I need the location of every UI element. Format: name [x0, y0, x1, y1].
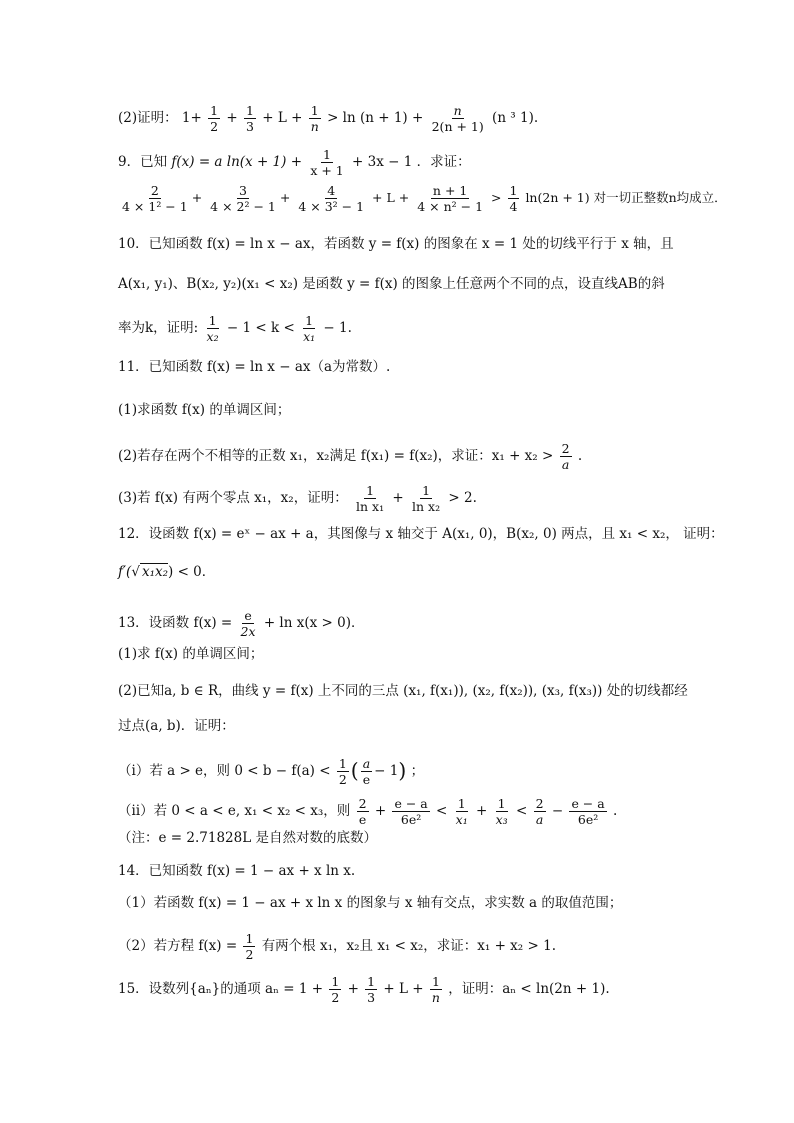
math-text: f(x) = a ln(x + 1) + [171, 154, 303, 171]
problem-15-line-1 [118, 975, 610, 1004]
numerator: 2 [561, 441, 570, 456]
math-text: − 1 [374, 763, 399, 780]
problem-number: 9．已知 [118, 154, 168, 171]
fraction [430, 104, 486, 133]
math-text: − 1. [323, 320, 352, 337]
fraction [354, 484, 386, 513]
fraction [239, 609, 258, 638]
text: 率为k，证明: [118, 320, 203, 337]
fraction [208, 104, 220, 133]
problem-13-line-1 [118, 609, 364, 638]
numerator: 2 [150, 183, 159, 198]
problem-10-line-3 [118, 314, 352, 343]
numerator: 1 [305, 313, 314, 328]
problem-11-part-3 [118, 484, 477, 513]
text: 对一切正整数n均成立． [593, 190, 727, 206]
numerator: 1 [323, 147, 331, 162]
denominator: x₂ [206, 329, 219, 345]
fraction [454, 797, 470, 826]
part-label: (2)证明： [118, 110, 178, 127]
fraction [120, 184, 190, 213]
fraction [534, 797, 546, 826]
fraction [244, 104, 256, 133]
math-text: . [613, 803, 618, 820]
denominator: 4 × n² − 1 [417, 199, 484, 215]
text: （2）若方程 f(x) = [118, 938, 238, 955]
math-text: + [347, 981, 359, 998]
math-text: > 2. [448, 490, 477, 507]
denominator: 4 × 3² − 1 [298, 199, 365, 215]
numerator: 1 [331, 974, 340, 989]
denominator: x₁ [303, 329, 316, 345]
math-text: + [392, 490, 404, 507]
denominator: n [310, 119, 319, 135]
fraction [410, 484, 442, 513]
problem-13-part-2-ii [118, 797, 617, 826]
numerator: 1 [431, 974, 440, 989]
denominator: 2 [210, 119, 219, 135]
text: （ⅱ）若 0 < a < e, x₁ < x₂ < x₃，则 [118, 803, 351, 820]
denominator: e [362, 772, 371, 788]
fraction [208, 184, 278, 213]
denominator: 2x [240, 624, 256, 640]
numerator: e [244, 608, 252, 623]
text: 有两个根 x₁，x₂且 x₁ < x₂，求证：x₁ + x₂ > 1. [261, 938, 556, 955]
numerator: 1 [208, 313, 217, 328]
problem-14-line-1: 14．已知函数 f(x) = 1 − ax + x ln x. [118, 863, 356, 879]
math-text: (n + 1) [359, 110, 408, 127]
math-text: ) < 0． [168, 564, 216, 580]
numerator: 1 [245, 931, 254, 946]
text: ．求证： [416, 154, 471, 171]
numerator: 1 [457, 796, 466, 811]
numerator: a [362, 756, 371, 771]
fraction [296, 184, 366, 213]
text: 13．设函数 f(x) = [118, 615, 233, 632]
numerator: 1 [497, 796, 506, 811]
denominator: x + 1 [310, 163, 344, 179]
fraction [308, 148, 345, 177]
denominator: 4 × 1² − 1 [122, 199, 188, 215]
fraction [337, 757, 349, 786]
denominator: 6e² [400, 812, 422, 828]
problem-12-line-2 [118, 566, 215, 580]
math-text: f′( [118, 564, 132, 580]
math-text: (n ³ 1). [492, 110, 539, 127]
text: 15．设数列{aₙ}的通项 aₙ = 1 + [118, 981, 324, 998]
numerator: 1 [422, 483, 431, 498]
numerator: e − a [571, 796, 605, 811]
denominator: 6e² [577, 812, 599, 828]
problem-11-part-1: (1)求函数 f(x) 的单调区间； [118, 402, 291, 418]
math-text: + [374, 803, 387, 820]
denominator: 2 [338, 772, 347, 788]
numerator: 1 [210, 103, 219, 118]
problem-10-line-2: A(x₁, y₁)、B(x₂, y₂)(x₁ < x₂) 是函数 y = f(x) 的图象上任意两个不同的点，设直线AB的斜 [118, 276, 665, 292]
denominator: x₁ [455, 812, 468, 828]
denominator: 3 [367, 990, 376, 1006]
denominator: 4 [509, 199, 518, 215]
math-text: + [476, 803, 488, 820]
denominator: ln x₂ [412, 499, 441, 515]
paren-right: ) [398, 758, 407, 783]
problem-13-part-2-line-1: (2)已知a, b ∈ R，曲线 y = f(x) 上不同的三点 (x₁, f(x₁)), (x₂, f(x₂)), (x₃, f(x₃)) 处的切线都经 [118, 683, 688, 699]
text: (2)若存在两个不相等的正数 x₁，x₂满足 f(x₁) = f(x₂)，求证：x₁ + x₂ > [118, 448, 554, 465]
numerator: 3 [239, 183, 247, 198]
fraction [329, 975, 341, 1004]
denominator: a [561, 457, 570, 473]
numerator: e − a [394, 796, 428, 811]
problem-13-part-1: (1)求 f(x) 的单调区间； [118, 646, 264, 662]
denominator: ln x₁ [356, 499, 385, 515]
math-text: + L + [372, 190, 410, 206]
math-text: > ln [327, 110, 356, 127]
problem-12-line-1: 12．设函数 f(x) = eˣ − ax + a，其图像与 x 轴交于 A(x₁, 0)，B(x₂, 0) 两点，且 x₁ < x₂， 证明： [118, 526, 724, 542]
text: （ⅰ）若 a > e，则 0 < b − f(a) < [118, 763, 331, 780]
numerator: 2 [535, 796, 544, 811]
math-text: < [515, 803, 528, 820]
fraction [309, 104, 321, 133]
radicand: x₁x₂ [141, 564, 169, 580]
denominator: 4 × 2² − 1 [210, 199, 276, 215]
math-text: + L + [262, 110, 303, 127]
paren-left: ( [350, 758, 359, 783]
problem-9-line-2: $\frac{2}{\text{4 × 1² − 1}}$ + $\frac{3}{\text{4 × 2² − 1}}$ + $\frac{4}{\text{4 × 3² − 1}}$ + L + $\frac{n + 1}{\text{4 × n² − 1}}$ > $\frac{1}{4}$ ln(2n + 1) 对一切正整数n均成立． [122, 183, 727, 215]
numerator: 4 [327, 183, 336, 198]
problem-13-part-2-i [118, 757, 424, 786]
fraction [243, 932, 255, 961]
math-text: + 3x − 1 [352, 154, 413, 171]
math-text: + L + [383, 981, 424, 998]
numerator: 1 [366, 483, 375, 498]
problem-14-part-1: （1）若函数 f(x) = 1 − ax + x ln x 的图象与 x 轴有交点，求实数 a 的取值范围； [118, 895, 623, 911]
fraction [508, 184, 520, 213]
fraction [365, 975, 377, 1004]
fraction [392, 797, 429, 826]
sqrt-symbol: √ [131, 564, 140, 580]
numerator: 1 [338, 756, 347, 771]
numerator: 1 [245, 103, 254, 118]
denominator: 2 [331, 990, 340, 1006]
problem-11-part-2 [118, 442, 582, 471]
denominator: x₃ [495, 812, 508, 828]
math-text: − 1 < k < [226, 320, 295, 337]
numerator: 1 [310, 103, 319, 118]
fraction [569, 797, 606, 826]
problem-11-line-1: 11．已知函数 f(x) = ln x − ax（a为常数）. [118, 359, 391, 375]
fraction [361, 757, 372, 786]
problem-14-part-2 [118, 932, 556, 961]
fraction [430, 975, 442, 1004]
numerator: 1 [509, 183, 518, 198]
denominator: a [535, 812, 544, 828]
text: ； [410, 763, 425, 780]
problem-8-part-2 [118, 104, 538, 133]
fraction [301, 314, 317, 343]
denominator: 2 [245, 947, 254, 963]
math-text: 1+ [181, 110, 202, 127]
math-text: > [491, 190, 502, 206]
math-text: + [412, 110, 424, 127]
problem-9-line-1 [118, 148, 471, 177]
fraction [415, 184, 485, 213]
fraction [560, 442, 572, 471]
fraction [357, 797, 369, 826]
problem-13-part-2-line-2: 过点(a, b)．证明： [118, 718, 235, 734]
math-text: + [226, 110, 238, 127]
numerator: n [453, 103, 462, 118]
text: (3)若 f(x) 有两个零点 x₁，x₂，证明： [118, 490, 348, 507]
numerator: n + 1 [432, 183, 468, 198]
math-text: − [551, 803, 564, 820]
problem-13-note: （注：e = 2.71828L 是自然对数的底数） [118, 830, 377, 846]
fraction [494, 797, 510, 826]
math-text: ln(2n + 1) [525, 190, 590, 206]
numerator: 1 [367, 974, 376, 989]
denominator: 2(n + 1) [431, 119, 484, 135]
math-text: . [577, 448, 583, 465]
math-text: < [436, 803, 448, 820]
text: ，证明：aₙ < ln(2n + 1). [448, 981, 610, 998]
problem-10-line-1: 10．已知函数 f(x) = ln x − ax，若函数 y = f(x) 的图象在 x = 1 处的切线平行于 x 轴，且 [118, 236, 674, 252]
denominator: n [431, 990, 440, 1006]
denominator: e [358, 812, 367, 828]
numerator: 2 [358, 796, 367, 811]
denominator: 3 [245, 119, 254, 135]
math-text: + ln x(x > 0)． [263, 615, 365, 632]
fraction [205, 314, 221, 343]
